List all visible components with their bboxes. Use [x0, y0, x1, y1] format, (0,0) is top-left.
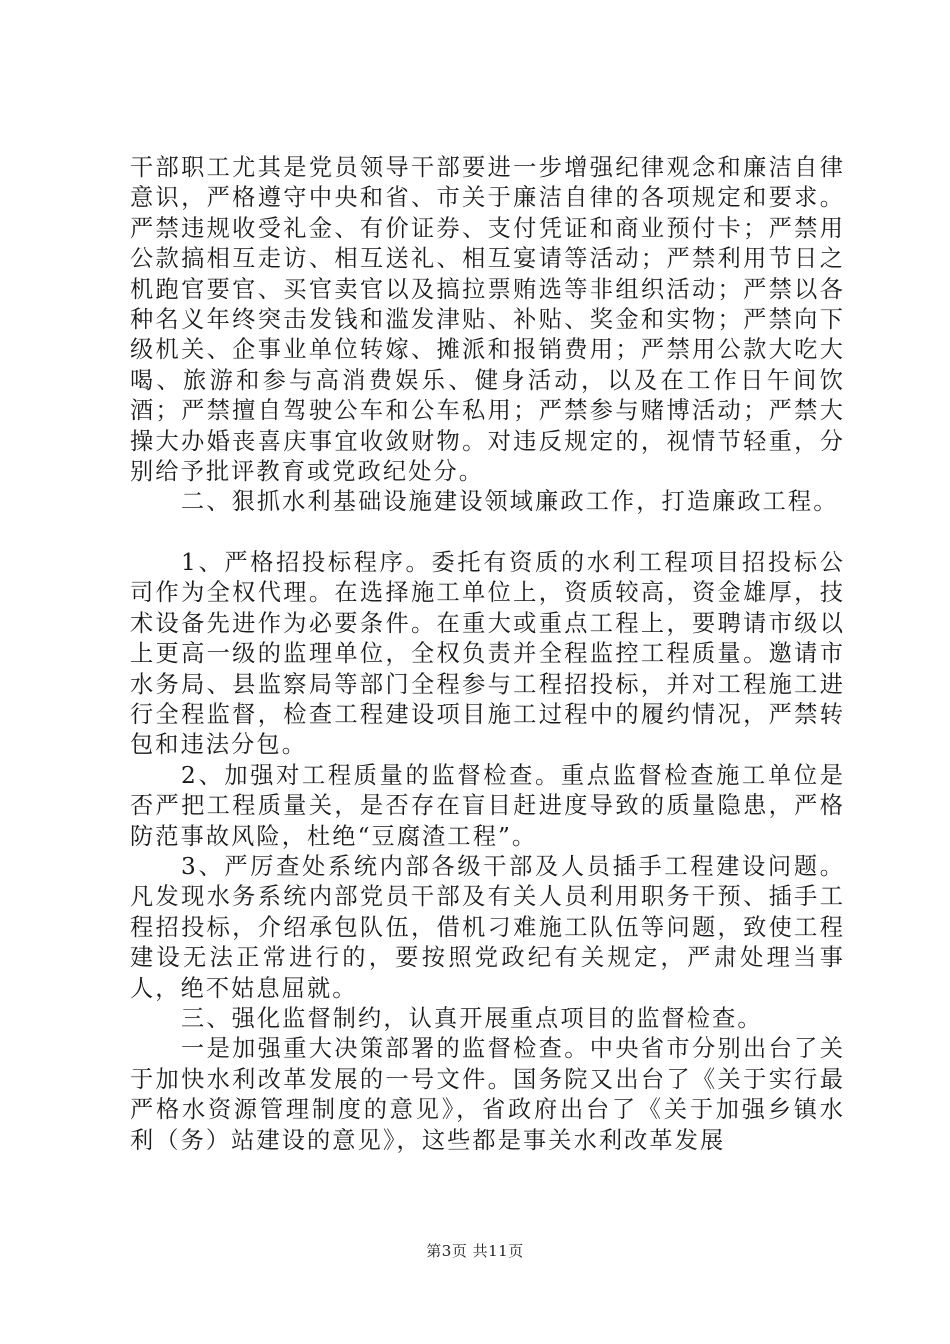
paragraph-quality: 2、加强对工程质量的监督检查。重点监督检查施工单位是否严把工程质量关，是否存在盲目赶进度导致的质量隐患，严格防范事故风险，杜绝“豆腐渣工程”。: [130, 761, 845, 850]
page-footer: 第3页 共11页: [426, 1242, 524, 1260]
paragraph-decisions: 一是加强重大决策部署的监督检查。中央省市分别出台了关于加快水利改革发展的一号文件。国务院又出台了《关于实行最严格水资源管理制度的意见》，省政府出台了《关于加强乡镇水利（务）站建设的意见》，这些都是事关水利改革发展: [130, 1035, 845, 1154]
paragraph-bidding: 1、严格招投标程序。委托有资质的水利工程项目招投标公司作为全权代理。在选择施工单位上，资质较高，资金雄厚，技术设备先进作为必要条件。在重大或重点工程上，要聘请市级以上更高一级的监理单位，全权负责并全程监控工程质量。邀请市水务局、县监察局等部门全程参与工程招投标，并对工程施工进行全程监督，检查工程建设项目施工过程中的履约情况，严禁转包和违法分包。: [130, 548, 845, 759]
heading-section-three: 三、强化监督制约，认真开展重点项目的监督检查。: [181, 1004, 763, 1032]
paragraph-interference: 3、严厉查处系统内部各级干部及人员插手工程建设问题。凡发现水务系统内部党员干部及有关人员利用职务干预、插手工程招投标，介绍承包队伍，借机刁难施工队伍等问题，致使工程建设无法正常进行的，要按照党政纪有关规定，严肃处理当事人，绝不姑息屈就。: [130, 852, 845, 1002]
heading-section-two: 二、狠抓水利基础设施建设领域廉政工作，打造廉政工程。: [181, 488, 839, 516]
paragraph-discipline: 干部职工尤其是党员领导干部要进一步增强纪律观念和廉洁自律意识，严格遵守中央和省、市关于廉洁自律的各项规定和要求。严禁违规收受礼金、有价证券、支付凭证和商业预付卡；严禁用公款搞相互走访、相互送礼、相互宴请等活动；严禁利用节日之机跑官要官、买官卖官以及搞拉票贿选等非组织活动；严禁以各种名义年终突击发钱和滥发津贴、补贴、奖金和实物；严禁向下级机关、企事业单位转嫁、摊派和报销费用；严禁用公款大吃大喝、旅游和参与高消费娱乐、健身活动，以及在工作日午间饮酒；严禁擅自驾驶公车和公车私用；严禁参与赌博活动；严禁大操大办婚丧喜庆事宜收敛财物。对违反规定的，视情节轻重，分别给予批评教育或党政纪处分。: [130, 154, 845, 486]
document-body: [130, 153, 845, 1156]
